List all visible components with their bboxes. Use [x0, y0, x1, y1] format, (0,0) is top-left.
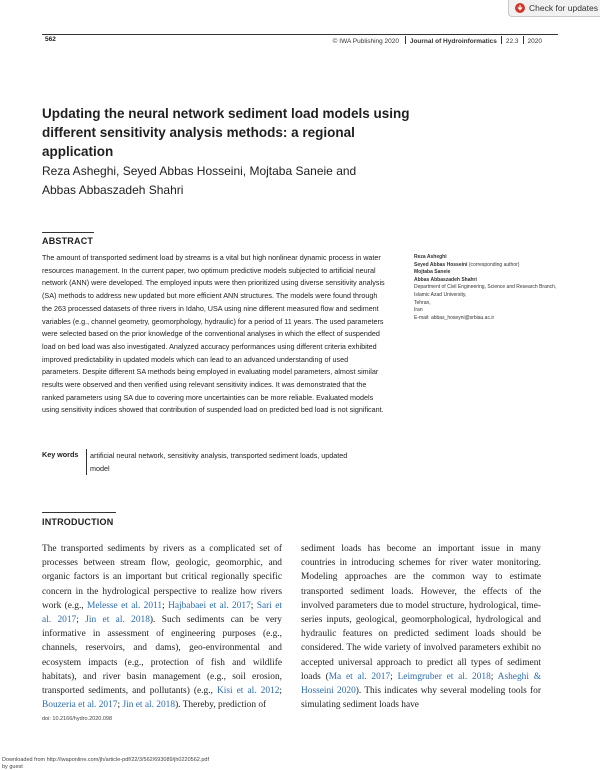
abstract-text: The amount of transported sediment load by streams is a vital but high nonlinear dynamic process in water resources management. In the current paper, two optimum predictive models subjected to artificial neural network (ANN) were developed. The employed inputs were then prioritized using diverse sensitivity analysis (SA) methods to address new updated but more efficient ANN structures. The models were found through the 263 processed datasets of three rivers in Idaho, USA using nine different measured flow and sediment variables (e.g., channel geometry, geomorphology, hydraulic) for a period of 11 years. The used parameters were selected based on the prior knowledge of the conventional analyses in which the effect of suspended load on bed load was also investigated. Analyzed accuracy performances using different criteria exhibited improved predictability in updated models which can lead to an advanced understanding of used parameters. Despite different SA methods being employed in evaluating model parameters, almost similar results were observed and then verified using relevant sensitivity indices. It was demonstrated that the ranked parameters using SA due to covering more uncertainties can be more reliable. Evaluated models using sensitivity indices showed that contribution of suspended load on predicted bed load is not significant. — [42, 253, 385, 415]
check-for-updates-label: Check for updates — [529, 3, 598, 13]
citation-link[interactable]: Jin et al. 2018 — [122, 700, 176, 711]
affiliation-email[interactable]: E-mail: abbas_hoseyni@srbiau.ac.ir — [414, 314, 495, 321]
body-text: ). This indicates why several modeling tools for simulating sediment loads have — [301, 686, 541, 711]
running-header — [333, 36, 542, 45]
page-number: 562 — [45, 36, 56, 43]
citation-link[interactable]: Bouzeria et al. 2017 — [42, 700, 118, 711]
publisher-copyright: © IWA Publishing 2020 — [332, 38, 400, 45]
corresponding-note: (corresponding author) — [468, 261, 520, 268]
download-by: by guest — [2, 763, 23, 770]
body-text: sediment loads has become an important issue in many countries in introducing schemes for river water monitoring. Modeling approaches are the common way to estimate transported sediment loads. However, the effects of the involved parameters due to model structure, hydrological, time-series inputs, geological, geomorphological, hydrological and hydraulic features on predicted sediment loads should be considered. The wide variety of involved parameters exhibit no accepted universal approach to predict all types of sediment loads ( — [301, 544, 541, 682]
affiliation-author: Reza Asheghi — [414, 254, 447, 260]
affiliation-country: Iran — [414, 307, 423, 314]
keywords-divider — [86, 449, 87, 475]
header-separator — [405, 36, 406, 44]
author-affiliation — [414, 254, 564, 322]
header-rule — [42, 34, 558, 35]
introduction-heading: INTRODUCTION — [42, 517, 114, 527]
author-list: Reza Asheghi, Seyed Abbas Hosseini, Mojtaba Saneie and Abbas Abbaszadeh Shahri — [42, 164, 357, 197]
introduction-rule — [42, 512, 116, 513]
affiliation-author: Seyed Abbas Hosseini — [414, 261, 468, 268]
body-text: ). Such sediments can be very informative in assessment of engineering purposes (e.g., channels, reservoirs, and dams), geo-environmental and ecosystem impacts (e.g., protection of fish and wildlife habitats), and river basin management (e.g., soil erosion, transported sediments, and pollutants) (e.g., — [42, 615, 282, 697]
body-text: The transported sediments by rivers as a complicated set of processes between stream flow, geologic, geomorphic, and organic factors is an important but critical regionally specific concern in the hydrological perspective to realize how rivers work (e.g., — [42, 544, 282, 611]
citation-link[interactable]: Asheghi & Hosseini 2020 — [301, 671, 541, 697]
citation-link[interactable]: Melesse et al. 2011 — [87, 600, 163, 611]
citation-link[interactable]: Jin et al. 2018 — [85, 615, 150, 626]
body-text: ; — [162, 600, 169, 611]
affiliation-author: Mojtaba Saneie — [414, 269, 451, 276]
introduction-column-1 — [42, 542, 282, 712]
body-text: ; — [279, 686, 282, 697]
download-url[interactable]: Downloaded from http://iwaponline.com/jh/article-pdf/22/3/562/693089/jh0220562.pdf — [2, 757, 209, 763]
body-text: ; — [250, 600, 257, 611]
affiliation-university: Islamic Azad University, — [414, 291, 467, 298]
journal-volume: 22.3 — [505, 38, 519, 45]
update-badge-icon — [515, 3, 525, 13]
affiliation-author: Abbas Abbaszadeh Shahri — [414, 276, 477, 283]
affiliation-city: Tehran, — [414, 299, 431, 306]
introduction-column-2 — [301, 542, 541, 712]
doi[interactable]: doi: 10.2166/hydro.2020.098 — [42, 716, 113, 722]
body-text: ; — [117, 700, 123, 711]
journal-year: 2020 — [527, 38, 542, 45]
download-note — [2, 757, 209, 770]
header-separator — [501, 36, 502, 44]
citation-link[interactable]: Sari et al. 2017 — [42, 600, 282, 626]
body-text: ; — [76, 615, 86, 626]
citation-link[interactable]: Ma et al. 2017 — [328, 671, 391, 682]
citation-link[interactable]: Kisi et al. 2012 — [216, 686, 280, 697]
body-text: ). Thereby, prediction of — [175, 700, 267, 711]
journal-name: Journal of Hydroinformatics — [409, 38, 497, 45]
check-for-updates-button[interactable] — [508, 0, 600, 17]
keywords-label: Key words — [42, 450, 79, 459]
header-separator — [523, 36, 524, 44]
keywords-text: artificial neural network, sensitivity analysis, transported sediment loads, updated model — [90, 451, 348, 473]
citation-link[interactable]: Leimgruber et al. 2018 — [397, 671, 491, 682]
body-text: ; — [490, 671, 498, 682]
abstract-rule — [42, 232, 94, 233]
article-title: Updating the neural network sediment load models using different sensitivity analysis methods: a regional application — [42, 106, 410, 159]
affiliation-department: Department of Civil Engineering, Science and Research Branch, — [414, 284, 557, 291]
body-text: ; — [390, 671, 398, 682]
abstract-heading: ABSTRACT — [42, 236, 94, 246]
citation-link[interactable]: Hajbabaei et al. 2017 — [168, 600, 251, 611]
